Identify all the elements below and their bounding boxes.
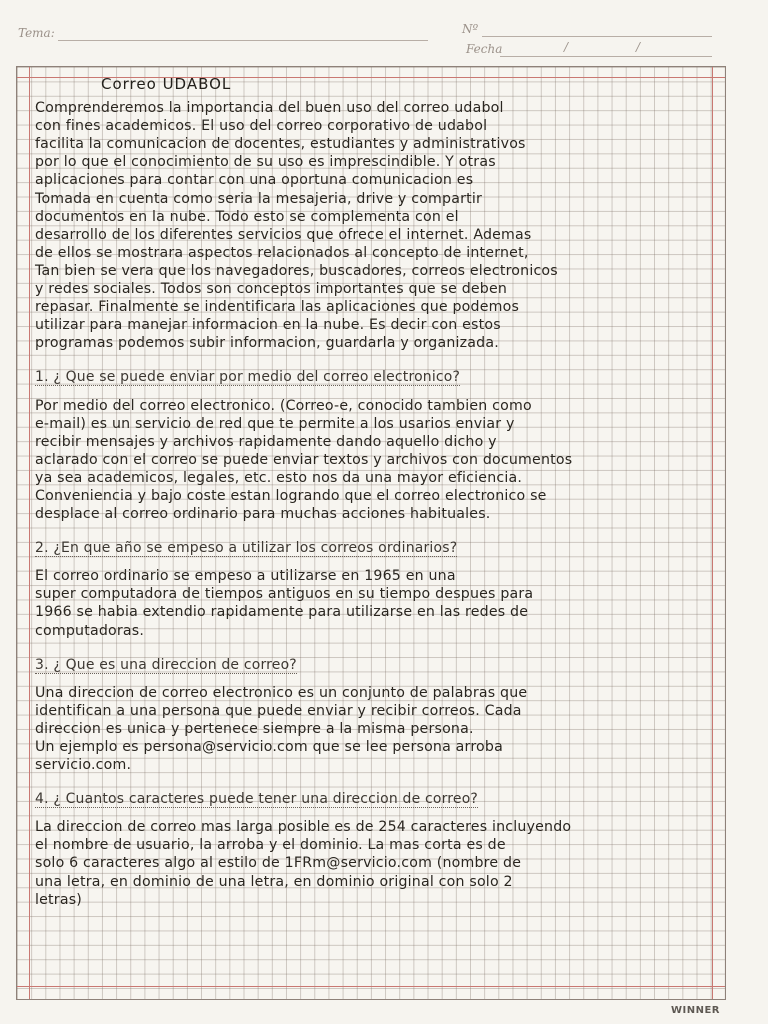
answer-line: e-mail) es un servicio de red que te permite a los usarios enviar y <box>35 415 515 432</box>
tema-label: Tema: <box>18 26 55 40</box>
intro-line: Comprenderemos la importancia del buen uso del correo udabol <box>35 100 504 117</box>
page-title: Correo UDABOL <box>101 75 232 93</box>
answer-line: ya sea academicos, legales, etc. esto nos da una mayor eficiencia. <box>35 469 523 486</box>
number-label: Nº <box>462 22 479 36</box>
intro-line: utilizar para manejar informacion en la nube. Es decir con estos <box>35 317 501 334</box>
intro-line: de ellos se mostrara aspectos relacionados al concepto de internet, <box>35 244 529 261</box>
graph-paper-grid <box>16 66 726 1000</box>
answer-line: computadoras. <box>35 622 145 639</box>
answer-line: Una direccion de correo electronico es un conjunto de palabras que <box>35 684 528 701</box>
answer-line: solo 6 caracteres algo al estilo de 1FRm@servicio.com (nombre de <box>35 855 522 872</box>
intro-line: desarrollo de los diferentes servicios que ofrece el internet. Ademas <box>35 226 532 243</box>
intro-line: repasar. Finalmente se indentificara las aplicaciones que podemos <box>35 299 520 316</box>
answer-line: servicio.com. <box>35 757 132 774</box>
answer-line: direccion es unica y pertenece siempre a la misma persona. <box>35 720 474 737</box>
question-text: 3. ¿ Que es una direccion de correo? <box>35 656 297 673</box>
question-heading <box>35 368 721 386</box>
answer-line: recibir mensajes y archivos rapidamente dando aquello dicho y <box>35 433 497 450</box>
intro-line: Tan bien se vera que los navegadores, buscadores, correos electronicos <box>35 262 558 279</box>
question-text: 1. ¿ Que se puede enviar por medio del correo electronico? <box>35 369 461 386</box>
bottom-margin-line <box>17 986 725 987</box>
answer-line: identifican a una persona que puede enviar y recibir correos. Cada <box>35 702 522 719</box>
fecha-underline <box>500 56 712 57</box>
answer-line: El correo ordinario se empeso a utilizarse en 1965 en una <box>35 568 456 585</box>
intro-line: documentos en la nube. Todo esto se complementa con el <box>35 208 459 225</box>
brand-mark: WINNER <box>670 1005 720 1016</box>
answer-line: el nombre de usuario, la arroba y el dominio. La mas corta es de <box>35 837 506 854</box>
answer-line: aclarado con el correo se puede enviar textos y archivos con documentos <box>35 451 573 468</box>
intro-line: por lo que el conocimiento de su uso es imprescindible. Y otras <box>35 154 496 171</box>
intro-paragraph <box>35 99 721 352</box>
intro-line: y redes sociales. Todos son conceptos importantes que se deben <box>35 281 508 298</box>
answer-paragraph <box>35 818 721 908</box>
question-text: 4. ¿ Cuantos caracteres puede tener una direccion de correo? <box>35 791 479 808</box>
handwritten-content <box>35 75 721 925</box>
answer-paragraph <box>35 684 721 774</box>
answer-line: letras) <box>35 891 82 908</box>
questions-section <box>35 368 721 908</box>
intro-line: con fines academicos. El uso del correo corporativo de udabol <box>35 118 488 135</box>
question-heading <box>35 656 721 674</box>
tema-underline <box>58 40 428 41</box>
answer-line: desplace al correo ordinario para muchas acciones habituales. <box>35 506 491 523</box>
answer-line: una letra, en dominio de una letra, en dominio original con solo 2 <box>35 873 513 890</box>
answer-paragraph <box>35 397 721 524</box>
answer-line: Conveniencia y bajo coste estan logrando que el correo electronico se <box>35 487 547 504</box>
answer-line: super computadora de tiempos antiguos en su tiempo despues para <box>35 586 534 603</box>
answer-paragraph <box>35 567 721 639</box>
intro-line: facilita la comunicacion de docentes, estudiantes y administrativos <box>35 136 526 153</box>
intro-line: Tomada en cuenta como seria la mesajeria, drive y compartir <box>35 190 483 207</box>
question-heading <box>35 790 721 808</box>
question-heading <box>35 539 721 557</box>
date-slash-1: / <box>564 40 569 54</box>
date-slash-2: / <box>636 40 641 54</box>
left-margin-line <box>29 67 30 999</box>
intro-line: programas podemos subir informacion, guardarla y organizada. <box>35 335 499 352</box>
question-text: 2. ¿En que año se empeso a utilizar los correos ordinarios? <box>35 540 458 557</box>
answer-line: 1966 se habia extendio rapidamente para utilizarse en las redes de <box>35 604 529 621</box>
fecha-label: Fecha <box>466 42 503 56</box>
answer-line: Por medio del correo electronico. (Correo-e, conocido tambien como <box>35 397 532 414</box>
intro-line: aplicaciones para contar con una oportuna comunicacion es <box>35 172 474 189</box>
answer-line: La direccion de correo mas larga posible es de 254 caracteres incluyendo <box>35 819 572 836</box>
answer-line: Un ejemplo es persona@servicio.com que se lee persona arroba <box>35 739 503 755</box>
number-underline <box>482 36 712 37</box>
